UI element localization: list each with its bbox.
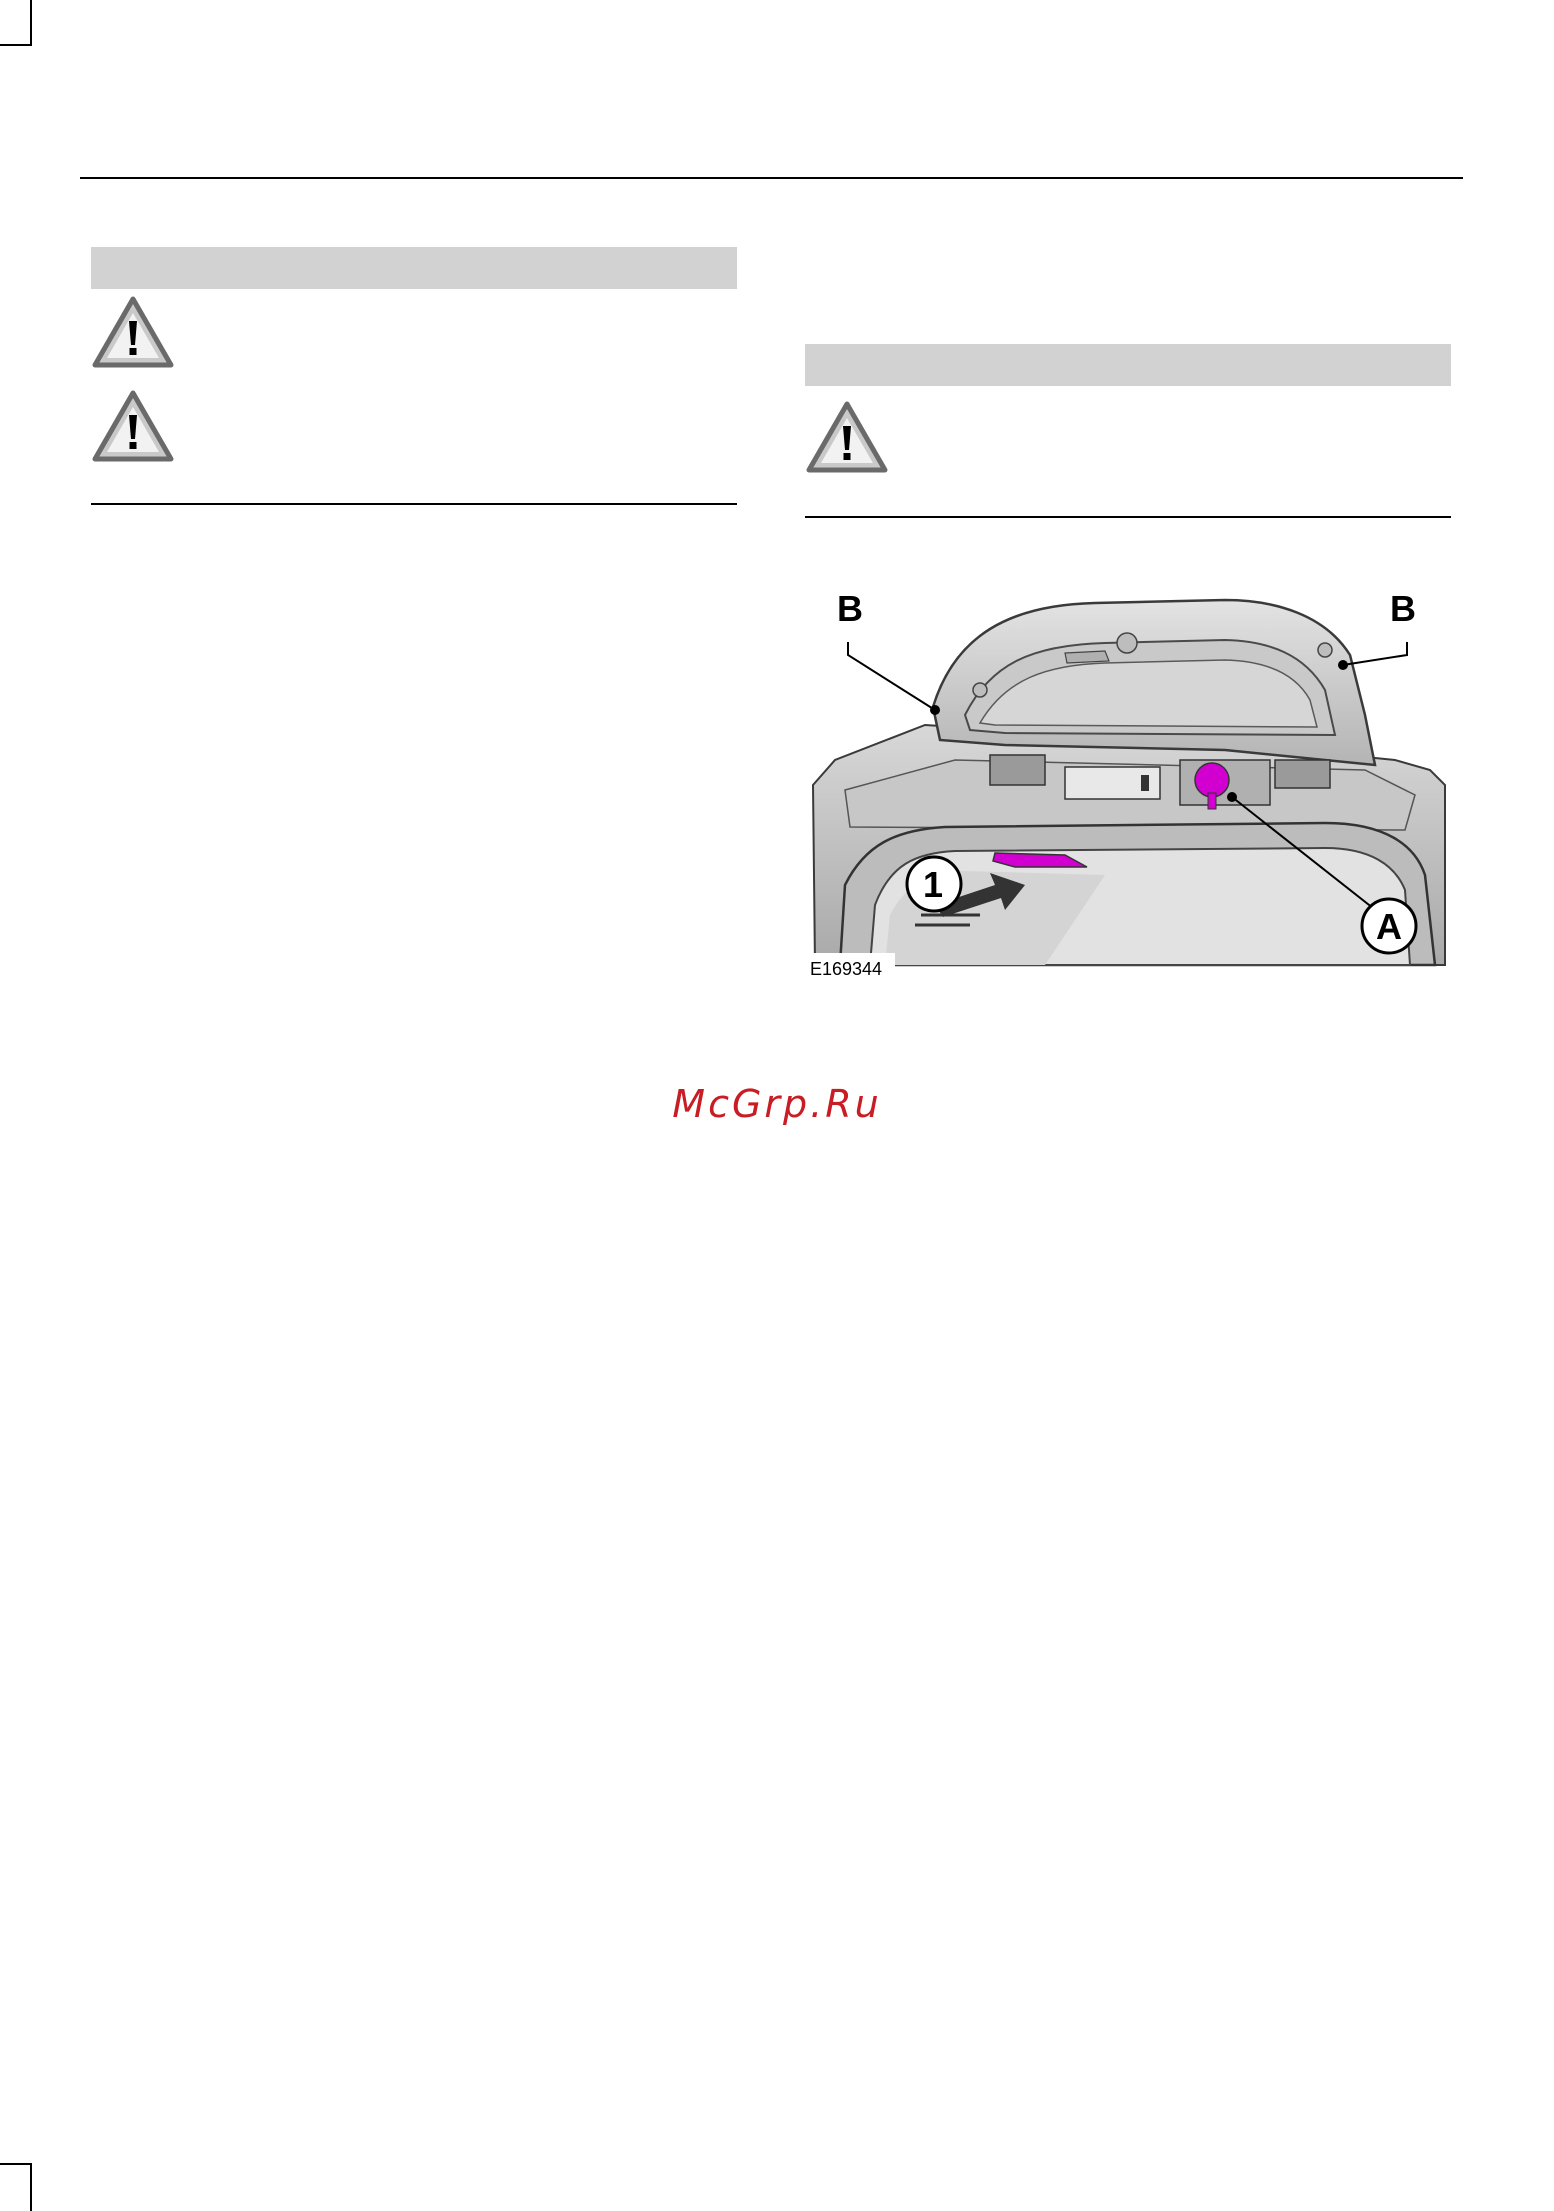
right-warning-header-bar — [805, 344, 1451, 386]
header-rule — [80, 177, 1463, 179]
callout-b-right: B — [1390, 588, 1416, 629]
callout-a: A — [1376, 906, 1402, 947]
right-warning-bottom-rule — [805, 516, 1451, 518]
warning-triangle-icon — [91, 295, 175, 369]
crop-mark-bottom-left-h — [0, 2163, 32, 2165]
hood-release-illustration — [805, 555, 1455, 987]
callout-b-left: B — [837, 588, 863, 629]
watermark: McGrp.Ru — [672, 1082, 882, 1126]
figure-id: E169344 — [810, 959, 883, 979]
callout-step-1: 1 — [923, 864, 944, 905]
crop-mark-top-left-v — [30, 0, 32, 46]
crop-mark-bottom-left-v — [30, 2163, 32, 2211]
left-warning-bottom-rule — [91, 503, 737, 505]
crop-mark-top-left-h — [0, 44, 32, 46]
left-warning-header-bar — [91, 247, 737, 289]
warning-triangle-icon — [91, 389, 175, 463]
warning-triangle-icon — [805, 400, 889, 474]
